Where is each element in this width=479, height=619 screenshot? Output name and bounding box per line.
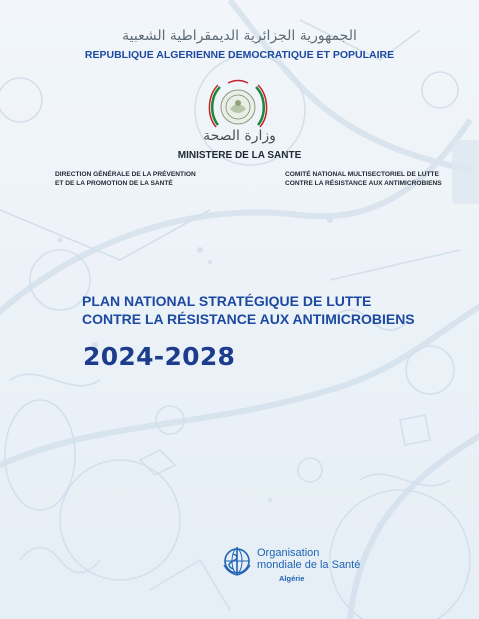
comite-national [285, 170, 442, 188]
direction-generale [55, 170, 196, 188]
comite-line-1: COMITÉ NATIONAL MULTISECTORIEL DE LUTTE [285, 171, 439, 178]
document-title [82, 292, 415, 328]
french-ministry-title: MINISTERE DE LA SANTE [177, 150, 302, 161]
direction-line-1: DIRECTION GÉNÉRALE DE LA PRÉVENTION [55, 171, 196, 178]
arabic-ministry-title: وزارة الصحة [203, 128, 276, 144]
document-title-line-2: CONTRE LA RÉSISTANCE AUX ANTIMICROBIENS [82, 311, 415, 327]
document-title-line-1: PLAN NATIONAL STRATÉGIQUE DE LUTTE [82, 293, 372, 309]
comite-line-2: CONTRE LA RÉSISTANCE AUX ANTIMICROBIENS [285, 180, 442, 187]
who-name [257, 547, 360, 571]
french-republic-title: REPUBLIQUE ALGERIENNE DEMOCRATIQUE ET POPULAIRE [84, 49, 395, 61]
who-name-line-2: mondiale de la Santé [257, 559, 361, 571]
who-country: Algérie [279, 574, 305, 583]
who-name-line-1: Organisation [257, 547, 320, 559]
who-logo-icon [221, 545, 253, 577]
arabic-republic-title: الجمهورية الجزائرية الديمقراطية الشعبية [122, 28, 357, 44]
direction-line-2: ET DE LA PROMOTION DE LA SANTÉ [55, 180, 173, 187]
plan-years: 2024-2028 [83, 342, 236, 371]
